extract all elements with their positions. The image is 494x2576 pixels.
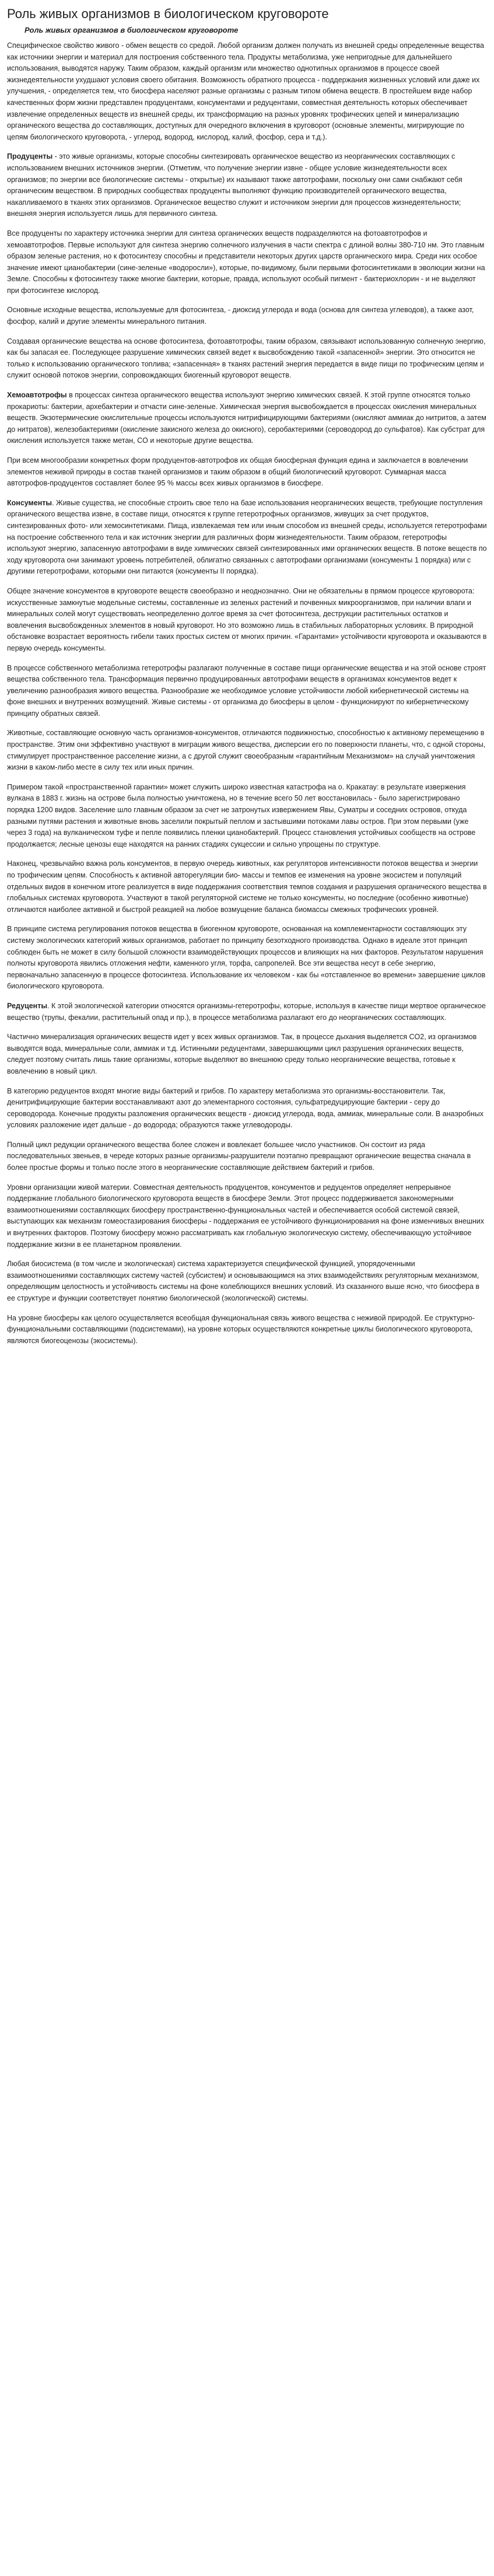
page-title: Роль живых организмов в биологическом круговороте <box>7 6 329 21</box>
term: Редуценты <box>7 1001 48 1010</box>
term: Продуценты <box>7 152 53 161</box>
paragraph <box>7 1140 487 1174</box>
paragraph-text: Все продуценты по характеру источника энергии для синтеза органических веществ подразделяются на фотоавтотрофов и хемоавтотрофов. Первые используют для синтеза энергию солнечного излучения в части спектра с длиной волны 380-710 нм. Это главным образом зеленые растения, но к фотосинтезу способны и представители некоторых других царств органического мира. Среди них особое значение имеют цианобактерии (сине-зеленые «водоросли»), которые, по-видимому, были первыми фотосинтетиками в эволюции жизни на Земле. Способны к фотосинтезу также многие бактерии, которые, правда, используют особый пигмент - бактериохлорин - и не выделяют при фотосинтезе кислород. <box>7 229 485 295</box>
paragraph-text: При всем многообразии конкретных форм продуцентов-автотрофов их общая биосферная функция едина и заключается в вовлечении элементов неживой природы в состав тканей организмов и таким образом в общий биологический круговорот. Суммарная масса автотрофов-продуцентов составляет более 95 % массы всех живых организмов в биосфере. <box>7 456 468 488</box>
paragraph-text: Полный цикл редукции органического вещества более сложен и вовлекает большее число участников. Он состоит из ряда последовательных звеньев, в череде которых разные организмы-разрушители поэтапно превращают органические вещества сначала в более простые формы и только после этого в неорганические составляющие действием бактерий и грибов. <box>7 1140 471 1172</box>
paragraph <box>7 586 487 655</box>
paragraph-text: Основные исходные вещества, используемые для фотосинтеза, - диоксид углерода и вода (основа для синтеза углеводов), а также азот, фосфор, калий и другие элементы минерального питания. <box>7 306 474 326</box>
paragraph <box>7 1032 487 1077</box>
term: Хемоавтотрофы <box>7 391 67 400</box>
paragraph-text: . Живые существа, не способные строить свое тело на базе использования неорганических веществ, требующие поступления органического вещества извне, в составе пищи, относятся к группе гетеротрофных организмов, живущих за счет продуктов, синтезированных фото- или хемосинтетиками. Пища, извлекаемая тем или иным способом из внешней среды, используется гетеротрофами на построение собственного тела и как источник энергии для различных форм жизнедеятельности. Таким образом, гетеротрофы используют энергию, запасенную автотрофами в виде химических связей синтезированных ими органических веществ. В потоке веществ по ходу круговорота они занимают уровень потребителей, облигатно связанных с автотрофами организмами (консументы 1 порядка) или с другими гетеротрофами, которыми они питаются (консументы II порядка). <box>7 498 487 576</box>
paragraph-text: Общее значение консументов в круговороте веществ своеобразно и неоднозначно. Они не обязательны в прямом процессе круговорота: искусственные замкнутые модельные системы, составленные из зеленых растений и почвенных микроорганизмов, при наличии влаги и минеральных солей могут существовать неопределенно долгое время за счет фотосинтеза, деструкции растительных остатков и вовлечения высвобожденных элементов в новый круговорот. Но это возможно лишь в стабильных лабораторных условиях. В природной обстановке возрастает вероятность гибели таких простых систем от многих причин. «Гарантами» устойчивости круговорота и оказываются в первую очередь консументы. <box>7 586 487 652</box>
paragraph <box>7 151 487 220</box>
paragraph-text: Наконец, чрезвычайно важна роль консументов, в первую очередь животных, как регуляторов интенсивности потоков вещества и энергии по трофическим цепям. Способность к активной авторегуляции био- массы и темпов ее изменения на уровне экосистем и популяций отдельных видов в конечном итоге реализуется в виде поддержания соответствия темпов создания и разрушения органического вещества в глобальных системах круговорота. Участвуют в такой регуляторной системе не только консументы, но последние (особенно животные) отличаются наиболее активной и быстрой реакцией на любое возмущение баланса биомассы смежных трофических уровней. <box>7 859 487 914</box>
paragraph <box>7 336 487 382</box>
paragraph-text: В категорию редуцентов входят многие виды бактерий и грибов. По характеру метаболизма это организмы-восстановители. Так, денитрифицирующие бактерии восстанавливают азот до элементарного состояния, сульфатредуцирующие бактерии - серу до сероводорода. Конечные продукты разложения органических веществ - диоксид углерода, вода, аммиак, минеральные соли. В анаэробных условиях разложение идет дальше - до водорода; образуются также углеводороды. <box>7 1086 484 1130</box>
paragraph-text: - это живые организмы, которые способны синтезировать органическое вещество из неорганических составляющих с использованием внешних источников энергии. (Отметим, что получение энергии извне - общее условие жизнедеятельности всех организмов; по энергии все биологические системы - открытые) их называют также автотрофами, поскольку они сами снабжают себя органическим веществом. В природных сообществах продуценты выполняют функцию производителей органического вещества, накапливаемого в тканях этих организмов. Органическое вещество служит и источником энергии для процессов жизнедеятельности; внешняя энергия используется лишь для первичного синтеза. <box>7 152 463 218</box>
paragraph <box>7 1182 487 1251</box>
article-subtitle: Роль живых организмов в биологическом круговороте <box>24 26 239 34</box>
paragraph <box>7 1313 487 1347</box>
paragraph-text: Уровни организации живой материи. Совместная деятельность продуцентов, консументов и редуцентов определяет непрерывное поддержание глобального биологического круговорота веществ в биосфере Земли. Этот процесс поддерживается закономерными взаимоотношениями составляющих биосферу пространственно-функциональных частей и обеспечивается особой системой связей, выступающих как механизм гомеостазирования биосферы - поддержания ее устойчивого функционирования на фоне изменчивых внешних и внутренних факторов. Поэтому биосферу можно рассматривать как глобальную экологическую систему, обеспечивающую устойчивое поддержание жизни в ее планетарном проявлении. <box>7 1183 485 1249</box>
paragraph <box>7 1001 487 1023</box>
paragraph-text: На уровне биосферы как целого осуществляется всеобщая функциональная связь живого вещества с неживой природой. Ее структурно-функциональными составляющими (подсистемами), на уровне которых осуществляются конкретные циклы биологического круговорота, являются биогеоценозы (экосистемы). <box>7 1313 475 1345</box>
paragraph <box>7 924 487 992</box>
paragraph <box>7 228 487 297</box>
paragraph <box>7 390 487 447</box>
paragraph-text: Животные, составляющие основную часть организмов-консументов, отличаются подвижностью, способностью к активному перемещению в пространстве. Этим они эффективно участвуют в миграции живого вещества, дисперсии его по поверхности планеты, что, с одной стороны, стимулирует пространственное расселение жизни, а с другой служит своеобразным «гарантийным Механизмом» на случай уничтожения жизни в каком-либо месте в силу тех или иных причин. <box>7 729 486 772</box>
paragraph <box>7 782 487 851</box>
paragraph-text: Примером такой «пространственной гарантии» может служить широко известная катастрофа на о. Кракатау: в результате извержения вулкана в 1883 г. жизнь на острове была полностью уничтожена, но в течение всего 50 лет восстановилась - было зарегистрировано порядка 1200 видов. Заселение шло главным образом за счет не затронутых извержением Явы, Суматры и соседних островов, откуда разными путями растения и животные вновь заселили покрытый пеплом и застывшими потоками лавы остров. При этом первыми (уже через 3 года) на вулканическом туфе и пепле появились пленки цианобактерий. Процесс становления устойчивых сообществ на острове продолжается; лесные ценозы еще находятся на ранних стадиях сукцессии и сильно упрощены по структуре. <box>7 782 476 848</box>
paragraph-text: Специфическое свойство живого - обмен веществ со средой. Любой организм должен получать из внешней среды определенные вещества как источники энергии и материал для построения собственного тела. Продукты метаболизма, уже непригодные для дальнейшего использования, выводятся наружу. Таким образом, каждый организм или множество однотипных организмов в процессе своей жизнедеятельности ухудшают условия своего обитания. Возможность обратного процесса - поддержания жизненных условий или даже их улучшения, - определяется тем, что биосфера населяют разные организмы с разным типом обмена веществ. В простейшем виде набор качественных форм жизни представлен продуцентами, консументами и редуцентами, совместная деятельность которых обеспечивает извлечение определенных веществ из внешней среды, их трансформацию на разных уровнях трофических цепей и минерализацию органического вещества до составляющих, доступных для очередного включения в круговорот (основные элементы, мигрирующие по цепям биологического круговорота, - углерод, водород, кислород, калий, фосфор, сера и т.д.). <box>7 41 484 141</box>
paragraph <box>7 40 487 143</box>
paragraph <box>7 858 487 915</box>
paragraph <box>7 498 487 578</box>
paragraph <box>7 455 487 490</box>
paragraph-text: Любая биосистема (в том числе и экологическая) система характеризуется специфической функцией, упорядоченными взаимоотношениями составляющих систему частей (субсистем) и основывающимся на этих взаимодействиях регуляторным механизмом, определяющим целостность и устойчивость системы на фоне колеблющихся внешних условий. Из сказанного выше ясно, что биосфера в ее структуре и функции соответствует понятию биологической (экологической) системы. <box>7 1260 480 1302</box>
paragraph <box>7 663 487 720</box>
paragraph-text: Частично минерализация органических веществ идет у всех живых организмов. Так, в процессе дыхания выделяется CO2, из организмов выводятся вода, минеральные соли, аммиак и т.д. Истинными редуцентами, завершающими цикл разрушения органических веществ, следует поэтому считать лишь такие организмы, которые выделяют во внешнюю среду только неорганические вещества, готовые к вовлечению в новый цикл. <box>7 1033 477 1075</box>
paragraph-text: Создавая органические вещества на основе фотосинтеза, фотоавтотрофы, таким образом, связывают использованную солнечную энергию, как бы запасая ее. Последующее разрушение химических связей ведет к высвобождению такой «запасенной» энергии. Это относится не только к использованию органического топлива; «запасенная» в тканях растений энергия передается в виде пищи по трофическим цепям и служит основой потоков энергии, сопровождающих биогенный круговорот веществ. <box>7 337 486 380</box>
paragraph <box>7 728 487 773</box>
term: Консументы <box>7 498 52 507</box>
paragraph-text: В процессе собственного метаболизма гетеротрофы разлагают полученные в составе пищи органические вещества и на этой основе строят вещества собственного тела. Трансформация первично продуцированных автотрофами веществ в организмах консументов ведет к увеличению разнообразия живого вещества. Разнообразие же необходимое условие устойчивости любой кибернетической системы на фоне внешних и внутренних возмущений. Живые системы - от организма до биосферы в целом - функционируют по кибернетическому принципу обратных связей. <box>7 663 486 718</box>
paragraph-text: В принципе система регулирования потоков вещества в биогенном круговороте, основанная на комплементарности составляющих эту систему экологических категорий живых организмов, работает по принципу безотходного производства. Однако в идеале этот принцип соблюден быть не может в силу большой сложности взаимодействующих процессов и влияющих на них факторов. Результатом нарушения полноты круговорота явились отложения нефти, каменного угля, торфа, сапропелей. Все эти вещества несут в себе энергию, первоначально запасенную в процессе фотосинтеза. Использование их человеком - как бы «отставленное во времени» завершение циклов биологического круговорота. <box>7 925 486 991</box>
paragraph <box>7 305 487 327</box>
paragraph <box>7 1259 487 1304</box>
article-body <box>7 40 487 1347</box>
paragraph-text: . К этой экологической категории относятся организмы-гетеротрофы, которые, используя в качестве пищи мертвое органическое вещество (трупы, фекалии, растительный опад и пр.), в процессе метаболизма разлагают его до неорганических составляющих. <box>7 1001 486 1022</box>
paragraph-text: в процессах синтеза органического вещества используют энергию химических связей. К этой группе относятся только прокариоты: бактерии, архебактерии и отчасти сине-зеленые. Химическая энергия высвобождается в процессах окисления минеральных веществ. Экзотермические окислительные процессы используются нитрифицирующими бактериями (окисляют аммиак до нитритов, а затем до нитратов), железобактериями (окисление закисного железа до окисного), серобактериями (сероводород до сульфатов). Как субстрат для окисления используется также метан, CO и некоторые другие вещества. <box>7 391 486 445</box>
paragraph <box>7 1086 487 1131</box>
